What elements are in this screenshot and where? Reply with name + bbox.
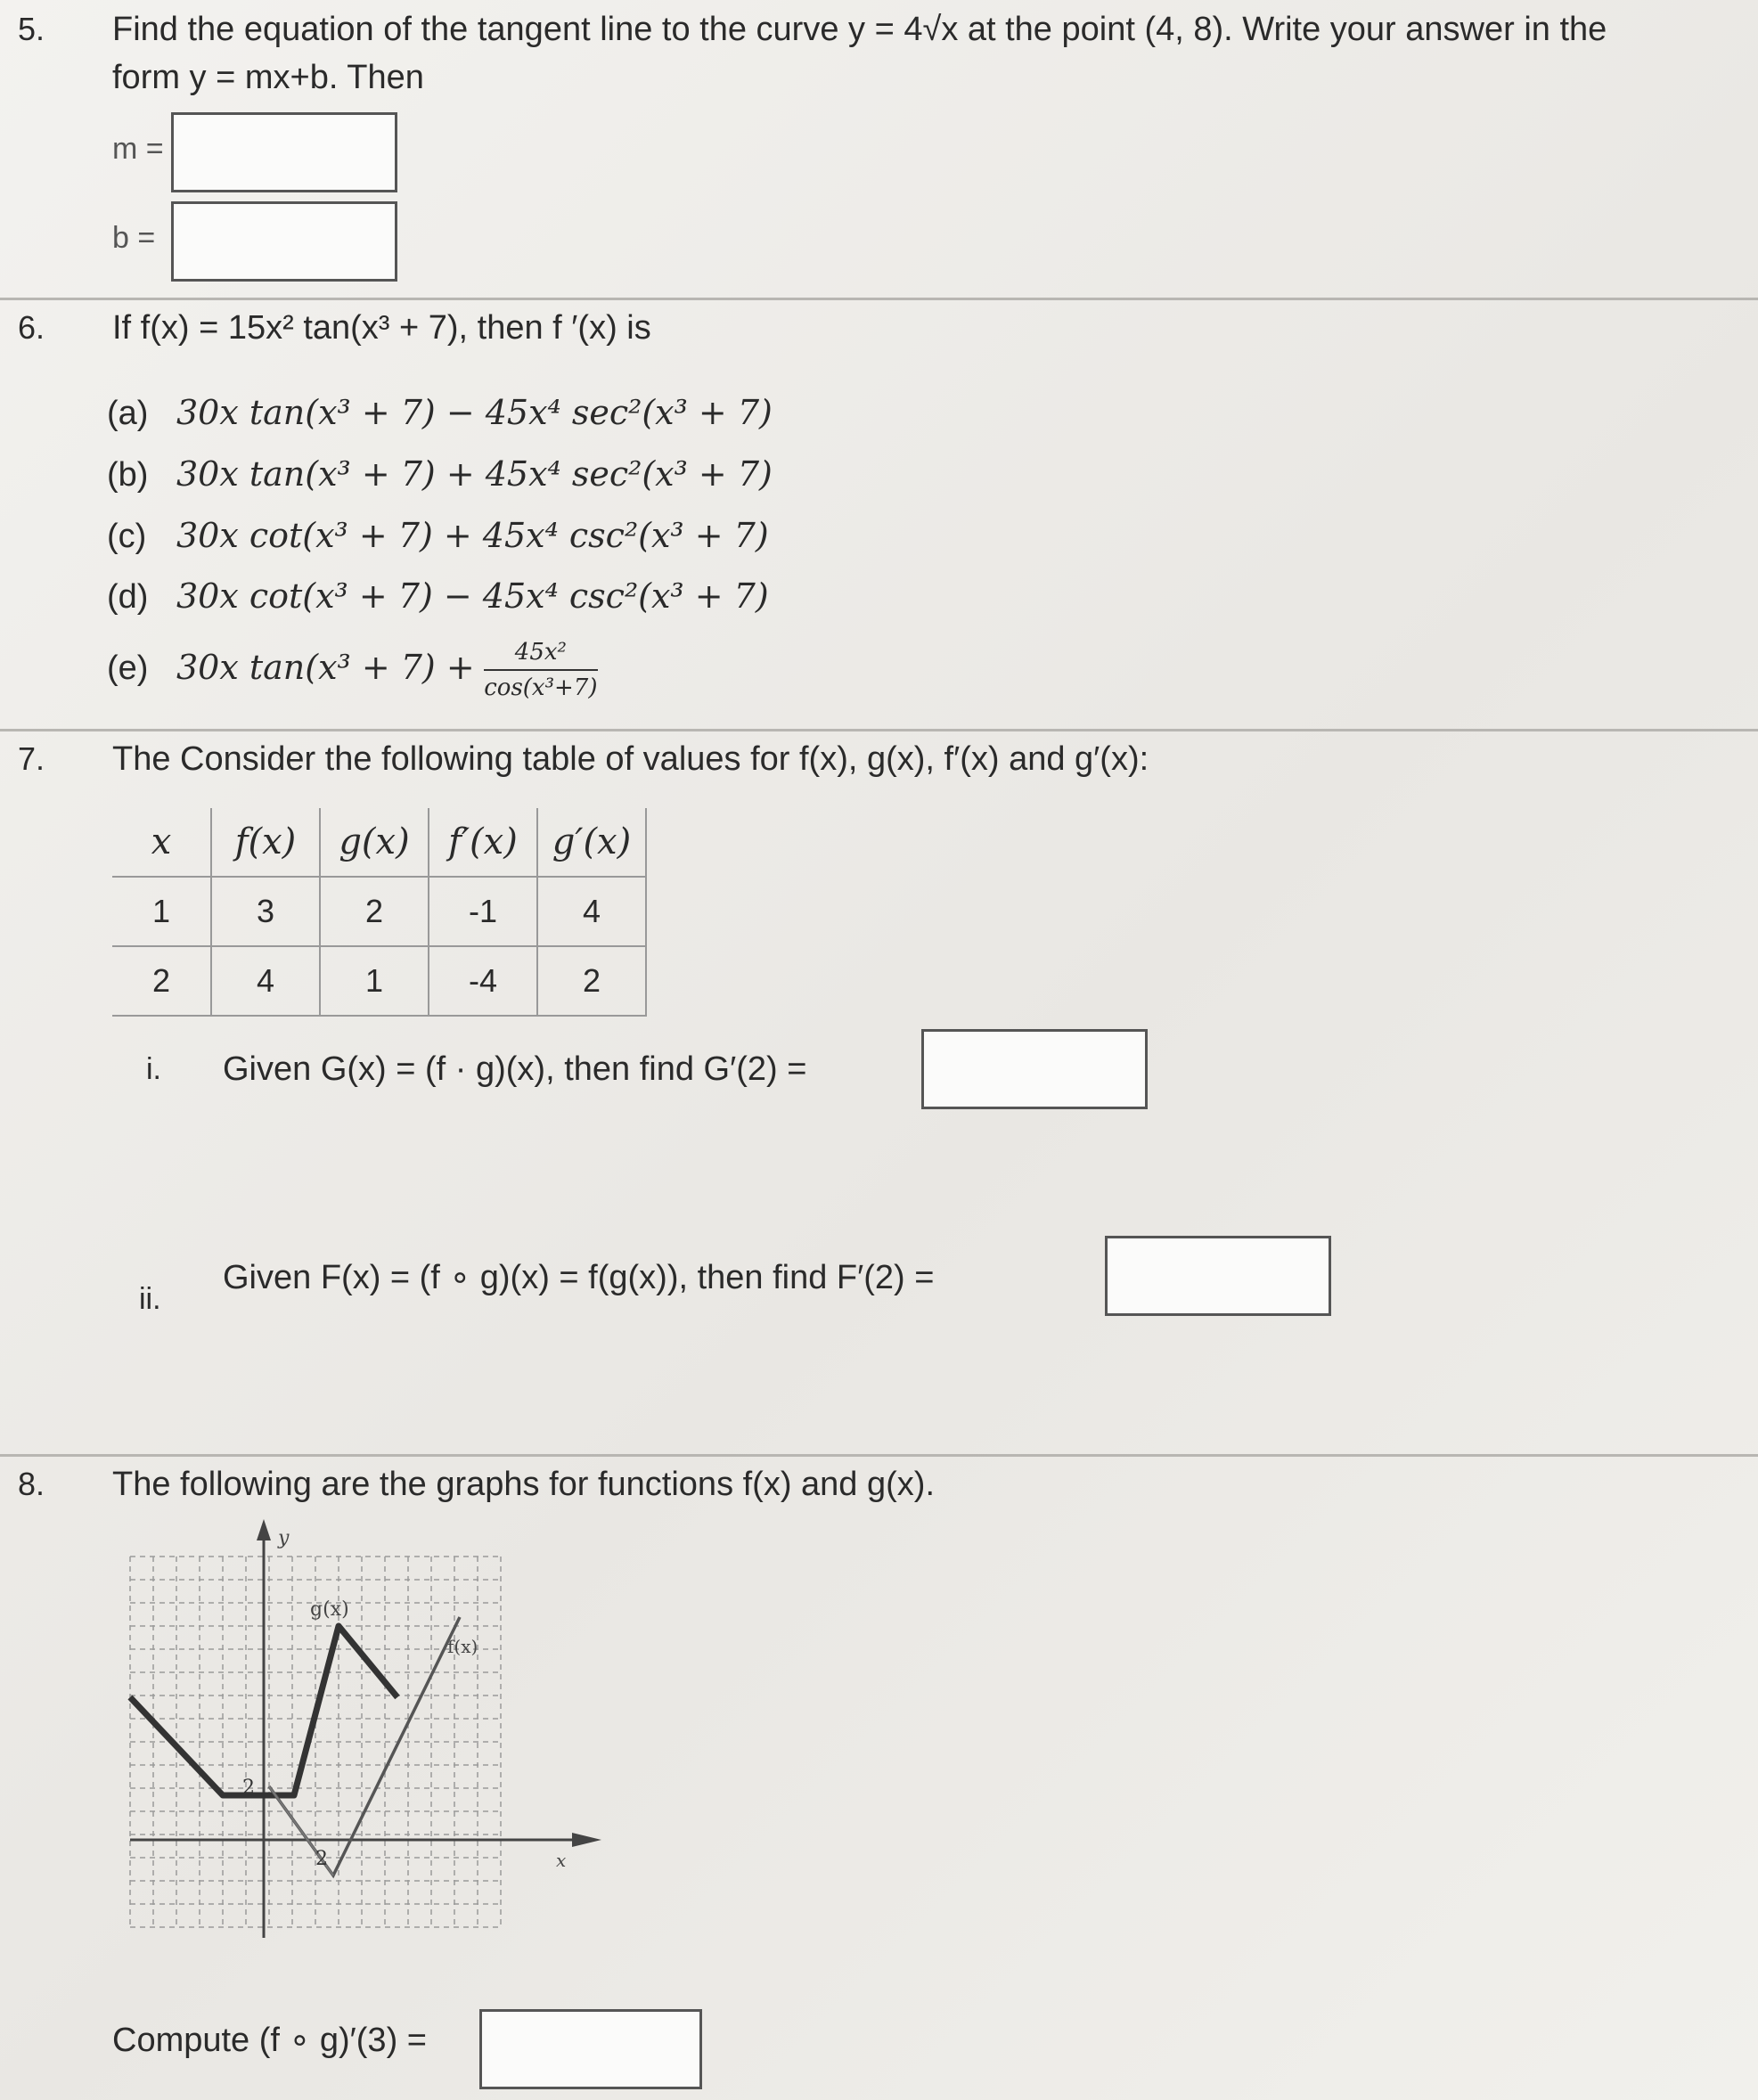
option-d[interactable]: (d) 30x cot(x³ + 7) − 45x⁴ csc²(x³ + 7) xyxy=(107,576,769,616)
question-number: 6. xyxy=(18,309,45,346)
question-prompt: The Consider the following table of values for f(x), g(x), f′(x) and g′(x): xyxy=(112,740,1149,778)
part-i-text: Given G(x) = (f · g)(x), then find G′(2) = xyxy=(223,1050,807,1088)
part-ii-text: Given F(x) = (f ∘ g)(x) = f(g(x)), then find F′(2) = xyxy=(223,1259,935,1296)
b-answer-box[interactable] xyxy=(171,201,397,282)
table-cell: -1 xyxy=(429,877,537,946)
question-number: 5. xyxy=(18,11,45,47)
function-graph xyxy=(116,1510,615,1956)
question-number: 7. xyxy=(18,740,45,777)
question-6 xyxy=(0,300,1758,728)
header-x: x xyxy=(112,808,211,877)
table-cell: 3 xyxy=(211,877,320,946)
header-fprime: f′(x) xyxy=(429,808,537,877)
question-prompt: If f(x) = 15x² tan(x³ + 7), then f ′(x) is xyxy=(112,309,651,347)
y-axis-label: y xyxy=(278,1527,290,1549)
question-text-line1: Find the equation of the tangent line to the curve y = 4√x at the point (4, 8). Write your answer in the xyxy=(112,11,1607,48)
f-label: f(x) xyxy=(447,1636,478,1657)
question-5 xyxy=(0,0,1758,298)
table-cell: 1 xyxy=(112,877,211,946)
x-axis-arrow xyxy=(572,1833,601,1847)
values-table xyxy=(112,808,647,1017)
composite-derivative-answer-box[interactable] xyxy=(479,2009,702,2089)
g-prime-answer-box[interactable] xyxy=(921,1029,1148,1109)
table-cell: -4 xyxy=(429,946,537,1016)
m-answer-box[interactable] xyxy=(171,112,397,192)
table-cell: 2 xyxy=(537,946,646,1016)
option-e[interactable]: (e) 30x tan(x³ + 7) + $\frac{\text{45x²}}{\text{cos(x³+7)}}$ xyxy=(107,639,598,701)
option-a[interactable]: (a) 30x tan(x³ + 7) − 45x⁴ sec²(x³ + 7) xyxy=(107,393,773,432)
header-f: f(x) xyxy=(211,808,320,877)
tick-label-x-2: 2 xyxy=(315,1848,328,1870)
header-g: g(x) xyxy=(320,808,429,877)
f-prime-answer-box[interactable] xyxy=(1105,1236,1331,1316)
option-b[interactable]: (b) 30x tan(x³ + 7) + 45x⁴ sec²(x³ + 7) xyxy=(107,454,773,494)
tick-label-y-2: 2 xyxy=(242,1777,255,1799)
table-cell: 4 xyxy=(211,946,320,1016)
question-7 xyxy=(0,731,1758,1453)
y-axis-arrow xyxy=(257,1519,271,1540)
b-label: b = xyxy=(112,221,156,255)
compute-text: Compute (f ∘ g)′(3) = xyxy=(112,2022,427,2059)
option-c[interactable]: (c) 30x cot(x³ + 7) + 45x⁴ csc²(x³ + 7) xyxy=(107,516,769,555)
question-number: 8. xyxy=(18,1466,45,1502)
part-i-label: i. xyxy=(146,1052,161,1086)
table-cell: 1 xyxy=(320,946,429,1016)
table-row xyxy=(112,877,646,946)
question-text-line2: form y = mx+b. Then xyxy=(112,59,424,96)
table-cell: 2 xyxy=(112,946,211,1016)
table-header-row xyxy=(112,808,646,877)
question-prompt: The following are the graphs for functions f(x) and g(x). xyxy=(112,1466,936,1503)
question-8 xyxy=(0,1457,1758,2100)
table-row xyxy=(112,946,646,1016)
fraction: $\frac{\text{45x²}}{\text{cos(x³+7)}}$ xyxy=(484,639,598,701)
part-ii-label: ii. xyxy=(139,1282,161,1316)
header-gprime: g′(x) xyxy=(537,808,646,877)
g-label: g(x) xyxy=(310,1598,349,1621)
x-axis-label: x xyxy=(556,1850,567,1871)
table-cell: 4 xyxy=(537,877,646,946)
m-label: m = xyxy=(112,132,164,166)
table-cell: 2 xyxy=(320,877,429,946)
